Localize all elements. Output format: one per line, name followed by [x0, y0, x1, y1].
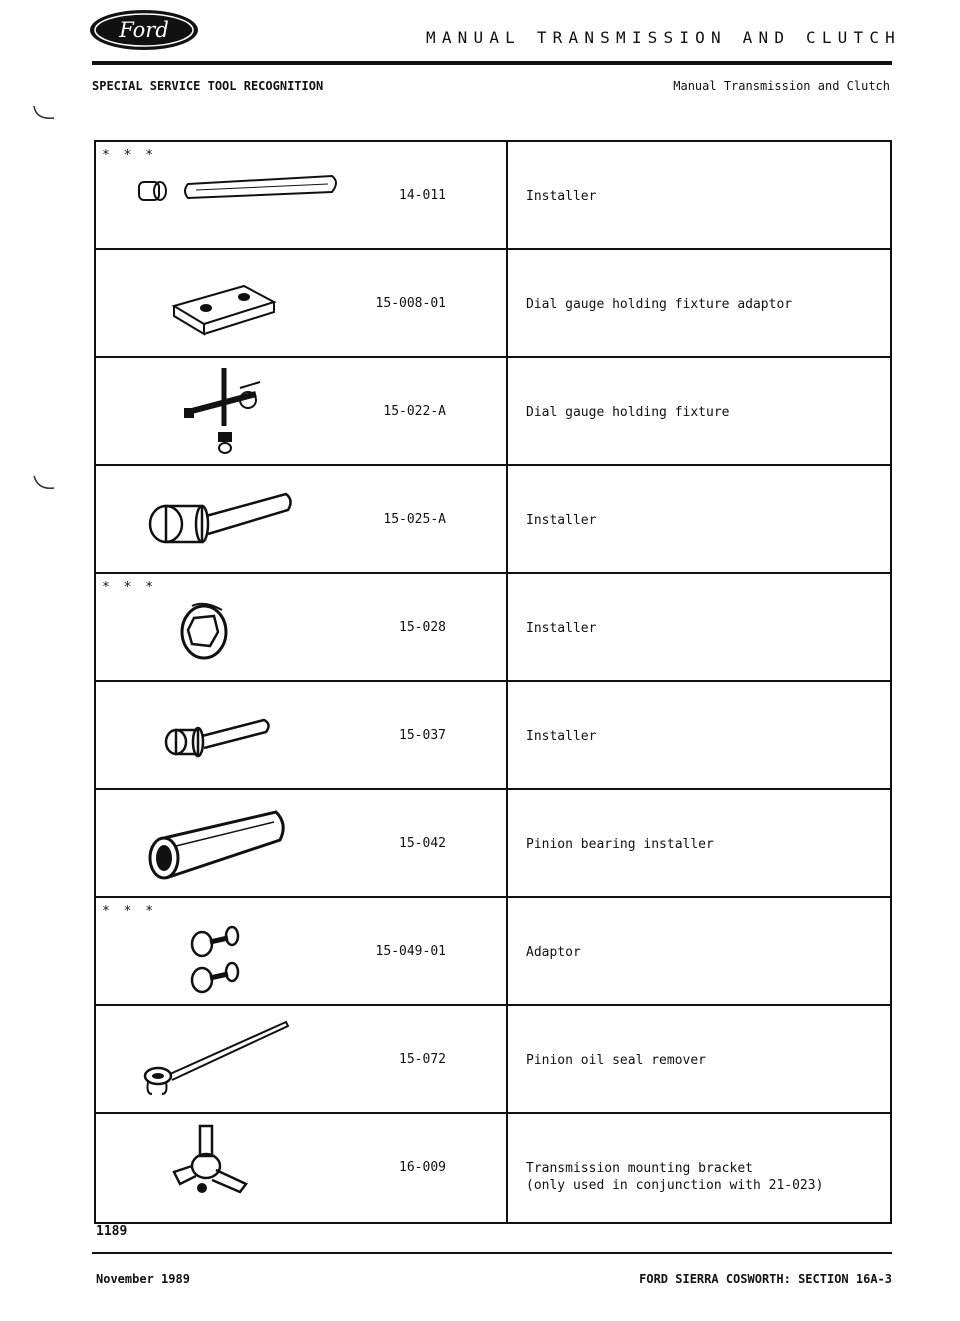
document-title: MANUAL TRANSMISSION AND CLUTCH	[426, 28, 901, 47]
tool-description: Installer	[526, 513, 597, 528]
tool-description: Pinion oil seal remover	[526, 1053, 707, 1068]
tool-stars: * * *	[102, 904, 157, 919]
section-heading: SPECIAL SERVICE TOOL RECOGNITION	[92, 79, 324, 93]
tool-description: Adaptor	[526, 945, 581, 960]
section-reference: FORD SIERRA COSWORTH: SECTION 16A-3	[639, 1272, 892, 1286]
part-number: 15-037	[399, 728, 446, 743]
tool-row	[96, 466, 890, 574]
tool-row	[96, 142, 890, 250]
part-number: 16-009	[399, 1160, 446, 1175]
header-rule	[92, 61, 892, 65]
part-number: 15-025-A	[383, 512, 446, 527]
tool-row	[96, 574, 890, 682]
tool-stars: * * *	[102, 580, 157, 595]
tool-row	[96, 358, 890, 466]
tool-row	[96, 682, 890, 790]
ford-logo-text: Ford	[119, 18, 169, 42]
page-code: 1189	[96, 1224, 128, 1239]
tool-description: Dial gauge holding fixture	[526, 405, 730, 420]
tool-row	[96, 898, 890, 1006]
tool-description: Installer	[526, 729, 597, 744]
part-number: 15-028	[399, 620, 446, 635]
installer-bar-icon	[136, 150, 366, 242]
tool-description: Installer	[526, 621, 597, 636]
tool-row	[96, 1006, 890, 1114]
tool-description: Transmission mounting bracket (only used in conjunction with 21-023)	[526, 1161, 824, 1193]
publication-date: November 1989	[96, 1272, 190, 1286]
socket-installer-icon	[136, 582, 366, 674]
tool-stars: * * *	[102, 148, 157, 163]
ford-logo	[88, 8, 200, 52]
tool-row	[96, 1114, 890, 1224]
part-number: 15-022-A	[383, 404, 446, 419]
section-subheading: Manual Transmission and Clutch	[673, 79, 890, 93]
part-number: 15-049-01	[375, 944, 446, 959]
tool-row	[96, 250, 890, 358]
margin-mark	[30, 470, 58, 498]
tool-row	[96, 790, 890, 898]
tools-table	[94, 140, 892, 1224]
part-number: 14-011	[399, 188, 446, 203]
adaptor-plate-icon	[136, 258, 366, 350]
adaptor-pair-icon	[136, 906, 366, 998]
tool-description: Pinion bearing installer	[526, 837, 714, 852]
holding-fixture-icon	[136, 366, 366, 458]
margin-mark	[30, 100, 58, 128]
tube-installer-icon	[136, 798, 366, 890]
part-number: 15-072	[399, 1052, 446, 1067]
tool-description: Installer	[526, 189, 597, 204]
installer-drift-small-icon	[136, 690, 366, 782]
mounting-bracket-icon	[136, 1122, 366, 1214]
part-number: 15-042	[399, 836, 446, 851]
installer-drift-icon	[136, 474, 366, 566]
footer-rule	[92, 1252, 892, 1254]
part-number: 15-008-01	[375, 296, 446, 311]
tool-description: Dial gauge holding fixture adaptor	[526, 297, 793, 312]
seal-remover-icon	[136, 1014, 366, 1106]
